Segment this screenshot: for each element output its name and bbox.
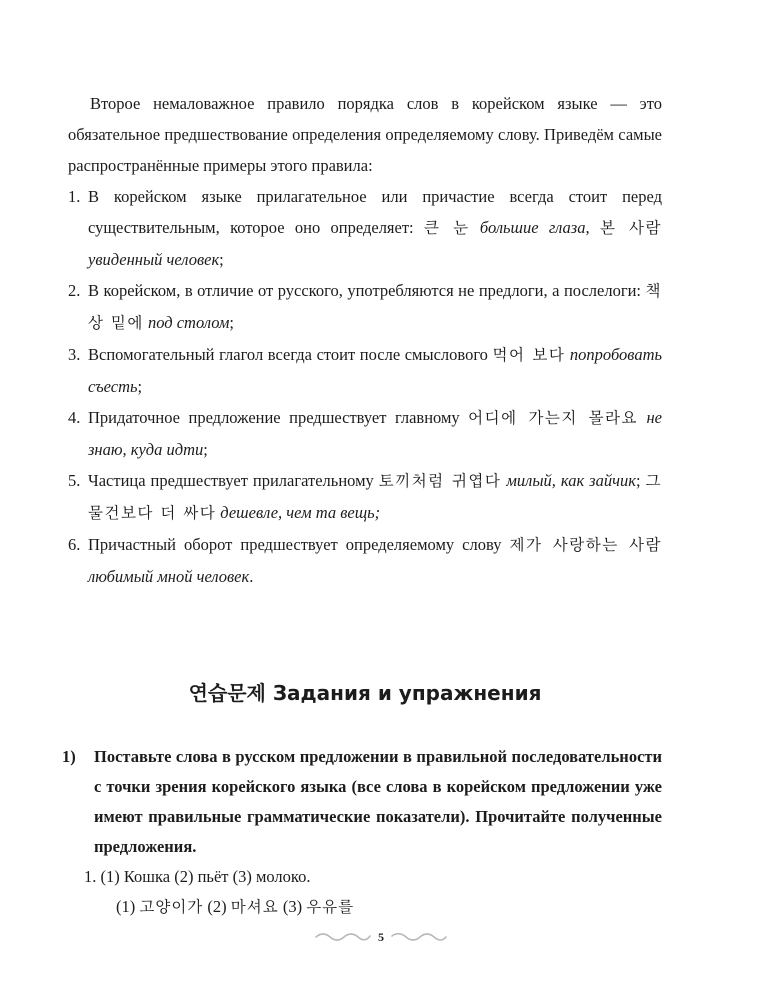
rule-text: В корейском, в отличие от русского, употребляются не предлоги, а послелоги: xyxy=(88,281,646,300)
page-content xyxy=(62,88,663,922)
rule-item xyxy=(68,339,662,402)
rule-text: Частица предшествует прилагательному xyxy=(88,471,379,490)
korean-word: 우유를 xyxy=(306,898,355,916)
rule-item xyxy=(68,529,662,592)
rule-number: 4. xyxy=(68,408,81,427)
section-title-korean: 연습문제 xyxy=(188,681,266,705)
wave-ornament-right-icon xyxy=(390,931,448,943)
exercise-russian-line: 1. (1) Кошка (2) пьёт (3) молоко. xyxy=(84,867,311,886)
rule-item xyxy=(68,275,662,339)
rule-number: 6. xyxy=(68,535,81,554)
translation: большие глаза xyxy=(479,218,586,237)
marker: (1) xyxy=(116,897,140,916)
page-footer xyxy=(0,925,762,949)
rule-end: . xyxy=(249,567,254,586)
rule-end: ; xyxy=(203,440,208,459)
korean-word: 마셔요 xyxy=(230,898,279,916)
rule-text: В корейском языке прилагательное или причастие всегда стоит перед существительным, которое оно определяет: xyxy=(88,187,662,237)
task-instruction: Поставьте слова в русском предложении в правильной последовательности с точки зрения корейского языка (все слова в корейском предложении уже имеют правильные грамматические показатели). Прочитайте полученные предложения. xyxy=(94,747,662,856)
intro-paragraph: Второе немаловажное правило порядка слов в корейском языке — это обязательное предшествование определения определяемому слову. Приведём самые распространённые примеры этого правила: xyxy=(68,94,662,175)
korean-example: 책상 밑에 xyxy=(88,282,662,332)
translation: дешевле, чем та вещь; xyxy=(220,503,381,522)
translation: не знаю, куда идти xyxy=(88,408,662,459)
section-title xyxy=(68,678,662,708)
separator: , xyxy=(585,218,600,237)
exercise-korean-line xyxy=(68,892,662,922)
translation: милый, как зайчик xyxy=(506,471,636,490)
rule-text: Причастный оборот предшествует определяемому слову xyxy=(88,535,510,554)
korean-example: 토끼처럼 귀엽다 xyxy=(378,472,502,490)
rule-end: ; xyxy=(137,377,143,396)
marker: (3) xyxy=(278,897,307,916)
task-1 xyxy=(62,742,662,862)
rule-text: Придаточное предложение предшествует главному xyxy=(88,408,469,427)
rules-list xyxy=(68,181,662,592)
translation: любимый мной человек xyxy=(88,567,250,586)
section-title-russian: Задания и упражнения xyxy=(272,681,542,705)
translation: под столом xyxy=(147,313,230,332)
translation: попробовать съесть xyxy=(88,345,663,396)
korean-example: 어디에 가는지 몰라요 xyxy=(468,409,638,427)
korean-example: 큰 눈 xyxy=(423,219,470,237)
rule-number: 2. xyxy=(68,281,81,300)
korean-example: 본 사람 xyxy=(599,219,662,237)
rule-text: Вспомогательный глагол всегда стоит после смыслового xyxy=(88,345,493,364)
translation: увиденный человек xyxy=(88,250,220,269)
rule-number: 3. xyxy=(68,345,81,364)
rule-item xyxy=(68,465,662,529)
korean-example: 먹어 보다 xyxy=(492,346,566,364)
rule-number: 5. xyxy=(68,471,81,490)
separator: ; xyxy=(635,471,646,490)
rule-item xyxy=(68,181,662,275)
korean-word: 고양이가 xyxy=(139,898,204,916)
rule-end: ; xyxy=(229,313,234,332)
page-number: 5 xyxy=(378,929,384,944)
wave-ornament-left-icon xyxy=(314,931,372,943)
marker: (2) xyxy=(203,897,231,916)
task-number: 1) xyxy=(62,747,76,766)
rule-number: 1. xyxy=(68,187,81,206)
korean-example: 그 물건보다 더 싸다 xyxy=(88,472,662,522)
rule-item xyxy=(68,402,662,465)
rule-end: ; xyxy=(219,250,224,269)
korean-example: 제가 사랑하는 사람 xyxy=(509,536,662,554)
